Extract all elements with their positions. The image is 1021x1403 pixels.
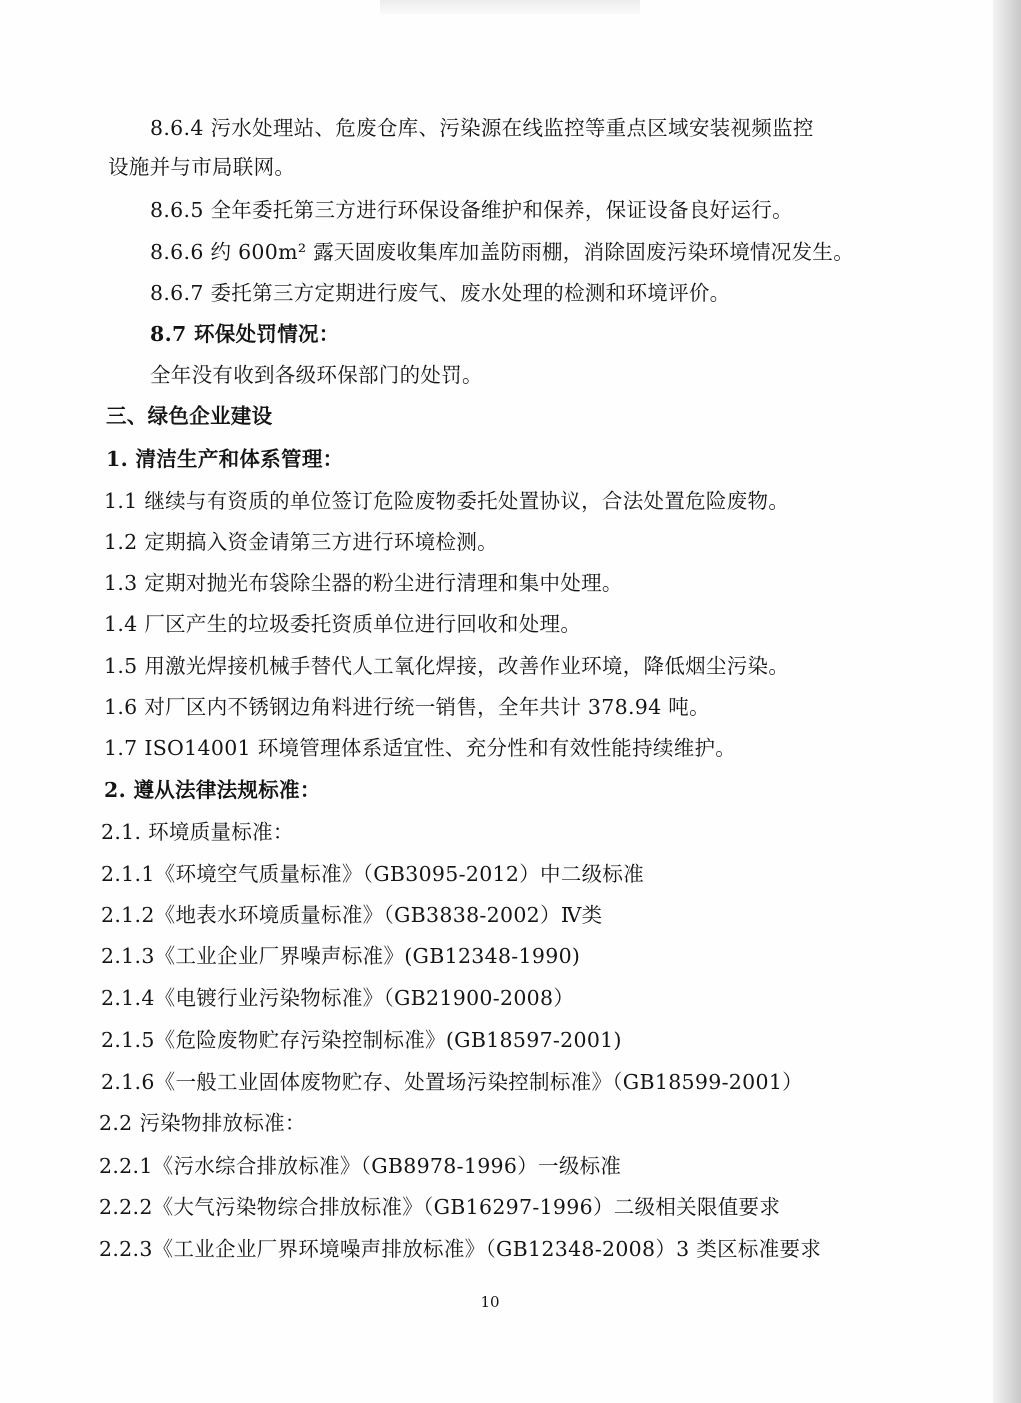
text-line-13: 1.3 定期对抛光布袋除尘器的粉尘进行清理和集中处理。 (104, 571, 623, 595)
text-line-213: 2.1.3《工业企业厂界噪声标准》(GB12348-1990) (101, 944, 581, 968)
text-line-21: 2.1. 环境质量标准： (101, 820, 294, 844)
text-line-223: 2.2.3《工业企业厂界环境噪声排放标准》（GB12348-2008）3 类区标准要求 (99, 1237, 822, 1261)
text-line-211: 2.1.1《环境空气质量标准》（GB3095-2012）中二级标准 (101, 862, 645, 886)
scan-edge-top (380, 0, 640, 14)
text-line-221: 2.2.1《污水综合排放标准》（GB8978-1996）一级标准 (99, 1154, 622, 1178)
text-line-222: 2.2.2《大气污染物综合排放标准》（GB16297-1996）二级相关限值要求 (99, 1195, 781, 1219)
text-line-penalties: 全年没有收到各级环保部门的处罚。 (150, 363, 483, 387)
text-line-865: 8.6.5 全年委托第三方进行环保设备维护和保养，保证设备良好运行。 (150, 198, 793, 222)
text-line-11: 1.1 继续与有资质的单位签订危险废物委托处置协议，合法处置危险废物。 (104, 489, 790, 513)
heading-clean-production: 1. 清洁生产和体系管理： (106, 447, 344, 471)
text-line-216: 2.1.6《一般工业固体废物贮存、处置场污染控制标准》（GB18599-2001） (101, 1070, 803, 1094)
text-line-16: 1.6 对厂区内不锈钢边角料进行统一销售，全年共计 378.94 吨。 (104, 695, 710, 719)
text-line-22: 2.2 污染物排放标准： (99, 1111, 306, 1135)
text-line-15: 1.5 用激光焊接机械手替代人工氧化焊接，改善作业环境，降低烟尘污染。 (104, 654, 790, 678)
text-line-215: 2.1.5《危险废物贮存污染控制标准》(GB18597-2001) (101, 1028, 622, 1052)
text-line-866: 8.6.6 约 600m² 露天固废收集库加盖防雨棚，消除固废污染环境情况发生。 (150, 240, 854, 264)
text-line-214: 2.1.4《电镀行业污染物标准》（GB21900-2008） (101, 986, 575, 1010)
text-line-14: 1.4 厂区产生的垃圾委托资质单位进行回收和处理。 (104, 612, 582, 636)
heading-87-penalties: 8.7 环保处罚情况： (150, 322, 340, 346)
scan-edge-right (993, 0, 1021, 1403)
page-number: 10 (480, 1293, 500, 1311)
text-line-212: 2.1.2《地表水环境质量标准》（GB3838-2002）Ⅳ类 (101, 903, 603, 927)
text-line-864: 8.6.4 污水处理站、危废仓库、污染源在线监控等重点区域安装视频监控 (150, 116, 814, 140)
text-line-867: 8.6.7 委托第三方定期进行废气、废水处理的检测和环境评价。 (150, 281, 731, 305)
text-line-17: 1.7 ISO14001 环境管理体系适宜性、充分性和有效性能持续维护。 (104, 736, 737, 760)
text-line-12: 1.2 定期搞入资金请第三方进行环境检测。 (104, 530, 498, 554)
section-heading-green-enterprise: 三、绿色企业建设 (106, 404, 273, 428)
text-line-864-cont: 设施并与市局联网。 (108, 155, 296, 179)
heading-laws-standards: 2. 遵从法律法规标准： (104, 778, 321, 802)
